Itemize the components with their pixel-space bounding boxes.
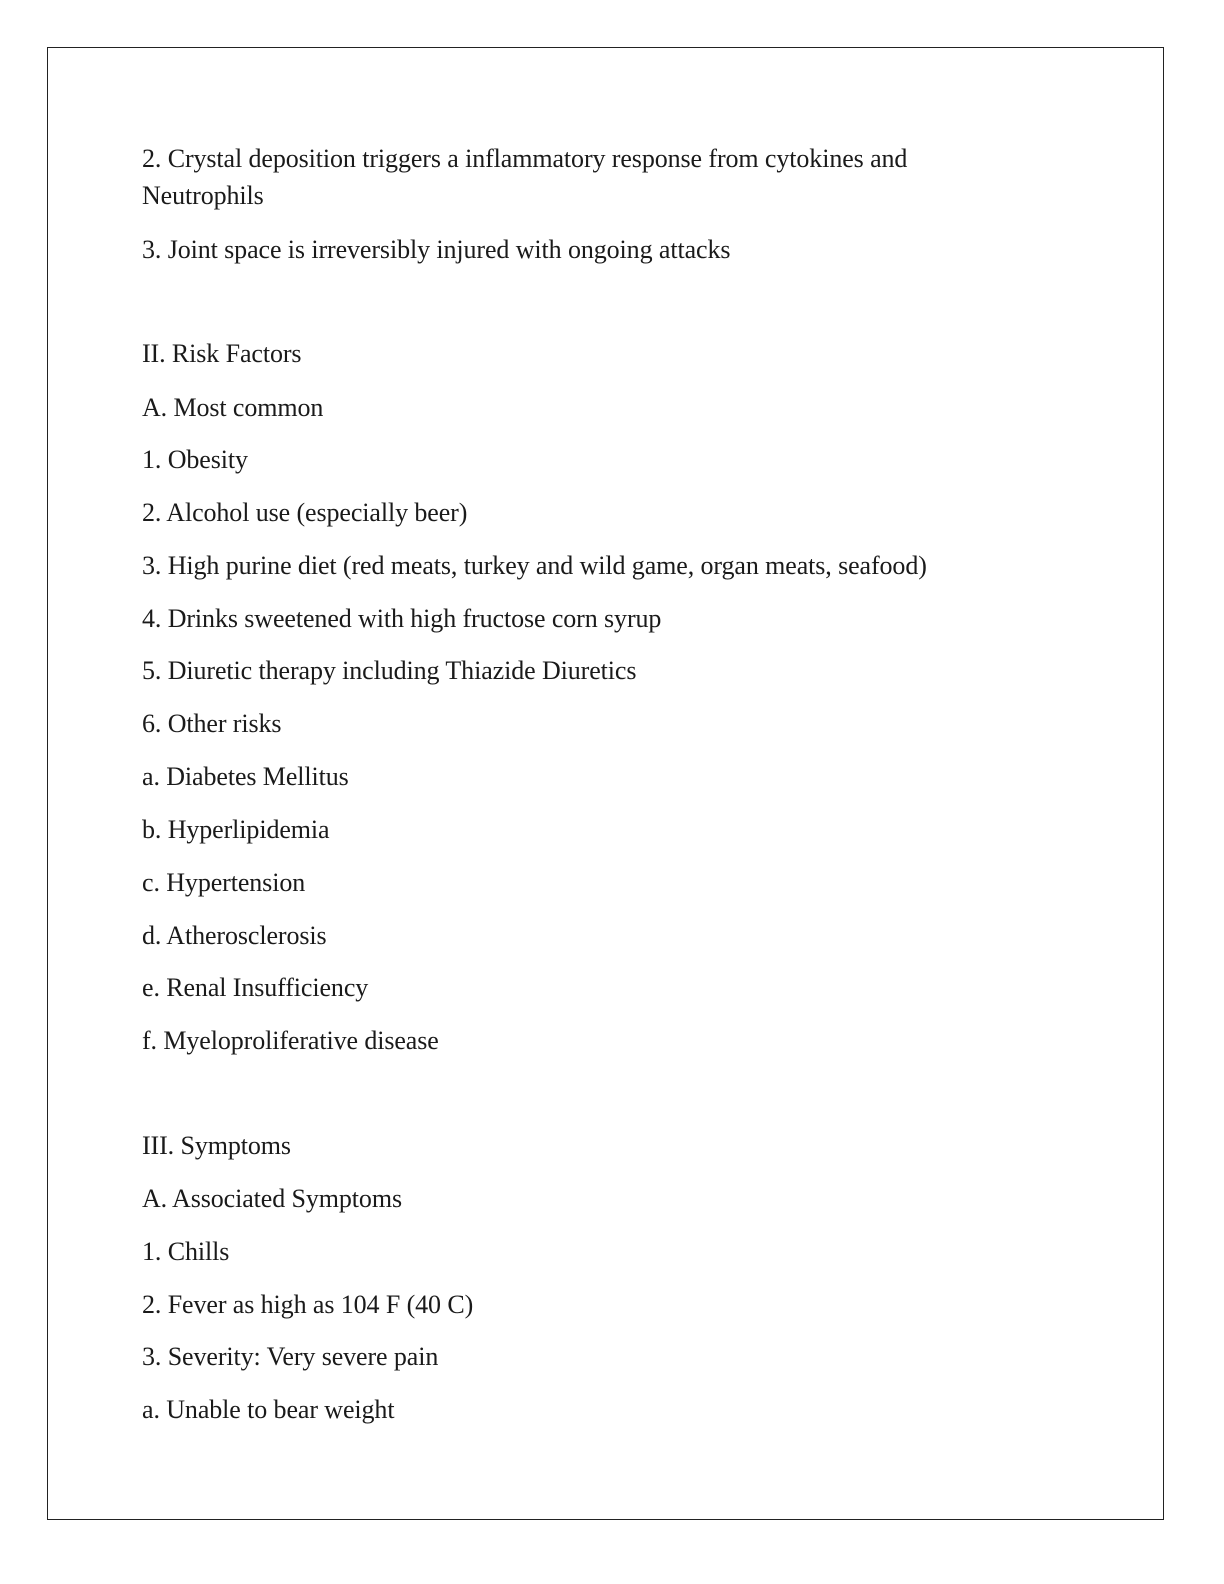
list-item-alcohol: 2. Alcohol use (especially beer) [142,498,468,527]
list-item-fructose: 4. Drinks sweetened with high fructose corn syrup [142,604,662,633]
text-line-pathophysiology-2: 2. Crystal deposition triggers a inflammatory response from cytokines and [142,144,908,173]
sub-item-renal: e. Renal Insufficiency [142,973,369,1002]
section-heading-risk-factors: II. Risk Factors [142,339,302,368]
subheading-associated-symptoms: A. Associated Symptoms [142,1184,402,1213]
list-item-fever: 2. Fever as high as 104 F (40 C) [142,1290,474,1319]
sub-item-atherosclerosis: d. Atherosclerosis [142,921,327,950]
section-heading-symptoms: III. Symptoms [142,1131,291,1160]
sub-item-hyperlipidemia: b. Hyperlipidemia [142,815,330,844]
list-item-severity: 3. Severity: Very severe pain [142,1342,439,1371]
text-line-pathophysiology-3: 3. Joint space is irreversibly injured with ongoing attacks [142,235,731,264]
sub-item-bear-weight: a. Unable to bear weight [142,1395,395,1424]
list-item-diuretic: 5. Diuretic therapy including Thiazide Diuretics [142,656,637,685]
text-line-pathophysiology-2-cont: Neutrophils [142,181,264,210]
list-item-purine-diet: 3. High purine diet (red meats, turkey and wild game, organ meats, seafood) [142,551,927,580]
sub-item-hypertension: c. Hypertension [142,868,306,897]
list-item-chills: 1. Chills [142,1237,230,1266]
list-item-obesity: 1. Obesity [142,445,248,474]
sub-item-myeloproliferative: f. Myeloproliferative disease [142,1026,439,1055]
list-item-other-risks: 6. Other risks [142,709,282,738]
subheading-most-common: A. Most common [142,393,324,422]
sub-item-diabetes: a. Diabetes Mellitus [142,762,349,791]
